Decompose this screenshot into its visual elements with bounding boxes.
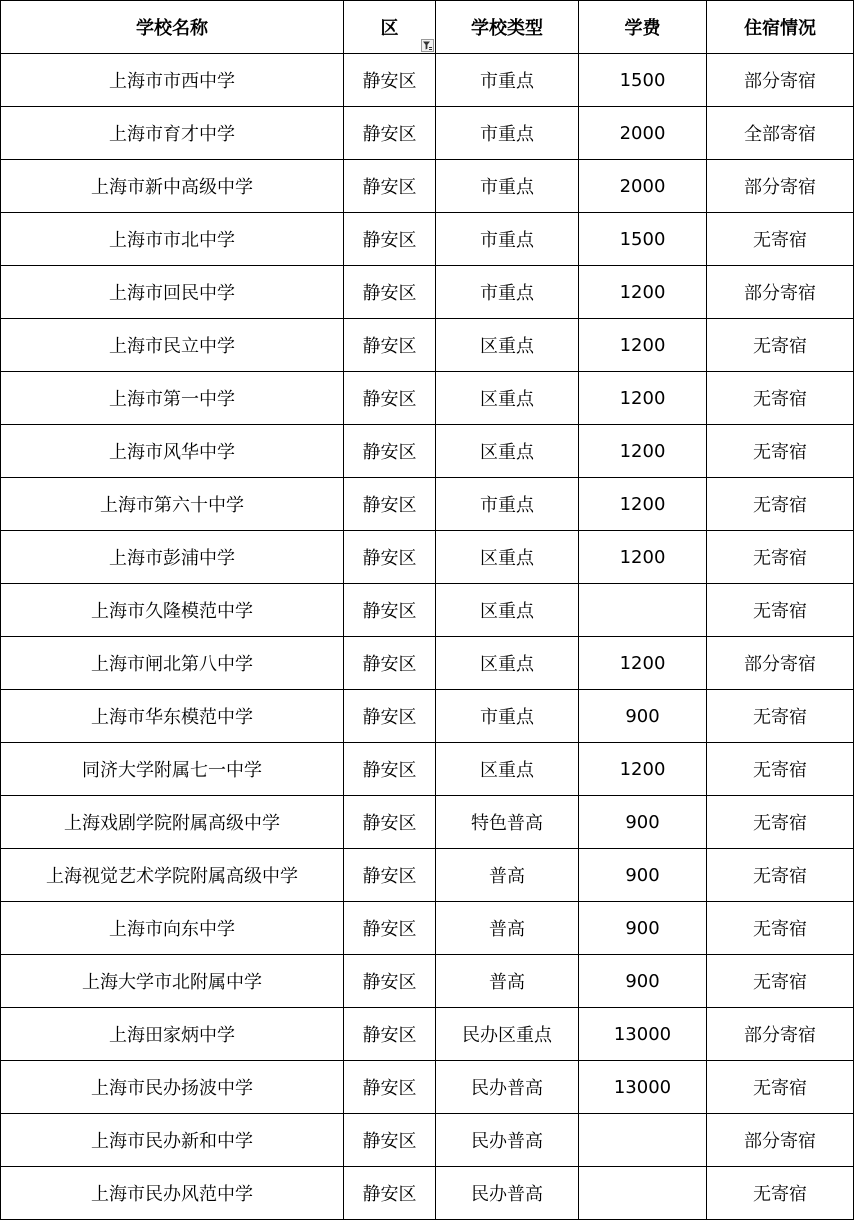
cell-tuition: 1200 <box>579 372 707 425</box>
cell-school-name: 上海市民办扬波中学 <box>1 1061 344 1114</box>
table-row <box>1 743 854 796</box>
header-school-type: 学校类型 <box>436 1 579 54</box>
cell-school-name: 上海市民办风范中学 <box>1 1167 344 1220</box>
table-row <box>1 425 854 478</box>
cell-tuition: 13000 <box>579 1061 707 1114</box>
cell-boarding: 无寄宿 <box>707 425 854 478</box>
table-row <box>1 796 854 849</box>
cell-tuition: 1200 <box>579 637 707 690</box>
cell-school-type: 民办普高 <box>436 1061 579 1114</box>
cell-school-type: 普高 <box>436 955 579 1008</box>
cell-tuition: 900 <box>579 955 707 1008</box>
table-header <box>1 1 854 54</box>
cell-district: 静安区 <box>344 584 436 637</box>
cell-tuition: 900 <box>579 690 707 743</box>
header-district-label: 区 <box>380 18 399 39</box>
table-row <box>1 584 854 637</box>
cell-school-type: 区重点 <box>436 425 579 478</box>
cell-tuition <box>579 584 707 637</box>
cell-boarding: 部分寄宿 <box>707 266 854 319</box>
cell-boarding: 部分寄宿 <box>707 160 854 213</box>
cell-boarding: 无寄宿 <box>707 849 854 902</box>
cell-district: 静安区 <box>344 372 436 425</box>
cell-tuition: 2000 <box>579 107 707 160</box>
cell-district: 静安区 <box>344 160 436 213</box>
cell-school-type: 区重点 <box>436 743 579 796</box>
cell-district: 静安区 <box>344 1114 436 1167</box>
cell-school-name: 上海市闸北第八中学 <box>1 637 344 690</box>
table-row <box>1 372 854 425</box>
cell-boarding: 无寄宿 <box>707 955 854 1008</box>
table-row <box>1 1114 854 1167</box>
cell-district: 静安区 <box>344 531 436 584</box>
cell-school-name: 上海市第六十中学 <box>1 478 344 531</box>
table-row <box>1 902 854 955</box>
header-row <box>1 1 854 54</box>
cell-boarding: 无寄宿 <box>707 372 854 425</box>
table-row <box>1 319 854 372</box>
cell-boarding: 无寄宿 <box>707 1167 854 1220</box>
cell-school-type: 市重点 <box>436 266 579 319</box>
cell-district: 静安区 <box>344 425 436 478</box>
cell-district: 静安区 <box>344 1167 436 1220</box>
cell-tuition: 1200 <box>579 319 707 372</box>
table-body <box>1 54 854 1220</box>
cell-boarding: 无寄宿 <box>707 319 854 372</box>
cell-school-name: 上海市新中高级中学 <box>1 160 344 213</box>
cell-school-type: 区重点 <box>436 637 579 690</box>
table-row <box>1 1167 854 1220</box>
cell-tuition: 1200 <box>579 425 707 478</box>
cell-school-type: 市重点 <box>436 160 579 213</box>
cell-district: 静安区 <box>344 637 436 690</box>
cell-school-name: 上海市第一中学 <box>1 372 344 425</box>
cell-school-type: 区重点 <box>436 584 579 637</box>
cell-school-type: 民办普高 <box>436 1114 579 1167</box>
cell-school-name: 上海市民立中学 <box>1 319 344 372</box>
cell-boarding: 无寄宿 <box>707 690 854 743</box>
cell-school-name: 上海戏剧学院附属高级中学 <box>1 796 344 849</box>
table-row <box>1 637 854 690</box>
cell-school-type: 区重点 <box>436 319 579 372</box>
cell-boarding: 无寄宿 <box>707 796 854 849</box>
cell-district: 静安区 <box>344 478 436 531</box>
cell-school-name: 上海市市北中学 <box>1 213 344 266</box>
cell-tuition: 1500 <box>579 213 707 266</box>
cell-boarding: 无寄宿 <box>707 478 854 531</box>
header-tuition: 学费 <box>579 1 707 54</box>
cell-boarding: 无寄宿 <box>707 213 854 266</box>
cell-boarding: 部分寄宿 <box>707 637 854 690</box>
cell-school-name: 上海市育才中学 <box>1 107 344 160</box>
filter-icon[interactable] <box>421 39 434 52</box>
cell-tuition: 900 <box>579 902 707 955</box>
cell-school-name: 上海市久隆模范中学 <box>1 584 344 637</box>
cell-district: 静安区 <box>344 213 436 266</box>
cell-district: 静安区 <box>344 743 436 796</box>
cell-boarding: 部分寄宿 <box>707 1008 854 1061</box>
cell-school-type: 市重点 <box>436 690 579 743</box>
table-row <box>1 1008 854 1061</box>
header-district <box>344 1 436 54</box>
cell-school-type: 市重点 <box>436 213 579 266</box>
cell-tuition: 1200 <box>579 743 707 796</box>
cell-boarding: 无寄宿 <box>707 743 854 796</box>
header-boarding: 住宿情况 <box>707 1 854 54</box>
cell-district: 静安区 <box>344 266 436 319</box>
cell-school-name: 同济大学附属七一中学 <box>1 743 344 796</box>
cell-school-type: 普高 <box>436 849 579 902</box>
cell-school-name: 上海市风华中学 <box>1 425 344 478</box>
table-row <box>1 849 854 902</box>
cell-district: 静安区 <box>344 849 436 902</box>
cell-tuition: 2000 <box>579 160 707 213</box>
cell-boarding: 无寄宿 <box>707 531 854 584</box>
cell-district: 静安区 <box>344 1008 436 1061</box>
cell-school-name: 上海市回民中学 <box>1 266 344 319</box>
cell-school-type: 区重点 <box>436 372 579 425</box>
cell-school-name: 上海市华东模范中学 <box>1 690 344 743</box>
cell-district: 静安区 <box>344 690 436 743</box>
cell-school-type: 普高 <box>436 902 579 955</box>
cell-school-type: 市重点 <box>436 107 579 160</box>
cell-school-name: 上海大学市北附属中学 <box>1 955 344 1008</box>
cell-boarding: 部分寄宿 <box>707 54 854 107</box>
cell-school-type: 市重点 <box>436 54 579 107</box>
cell-boarding: 无寄宿 <box>707 1061 854 1114</box>
cell-district: 静安区 <box>344 319 436 372</box>
table-row <box>1 213 854 266</box>
cell-tuition <box>579 1114 707 1167</box>
table-row <box>1 160 854 213</box>
cell-district: 静安区 <box>344 902 436 955</box>
cell-boarding: 部分寄宿 <box>707 1114 854 1167</box>
cell-tuition <box>579 1167 707 1220</box>
cell-school-name: 上海市民办新和中学 <box>1 1114 344 1167</box>
table-row <box>1 955 854 1008</box>
cell-tuition: 1200 <box>579 266 707 319</box>
cell-school-name: 上海视觉艺术学院附属高级中学 <box>1 849 344 902</box>
table-row <box>1 690 854 743</box>
cell-school-type: 民办普高 <box>436 1167 579 1220</box>
cell-tuition: 900 <box>579 796 707 849</box>
cell-district: 静安区 <box>344 1061 436 1114</box>
cell-tuition: 900 <box>579 849 707 902</box>
table-row <box>1 478 854 531</box>
cell-school-type: 市重点 <box>436 478 579 531</box>
table-row <box>1 107 854 160</box>
cell-school-name: 上海市彭浦中学 <box>1 531 344 584</box>
cell-boarding: 全部寄宿 <box>707 107 854 160</box>
header-school-name: 学校名称 <box>1 1 344 54</box>
cell-district: 静安区 <box>344 955 436 1008</box>
cell-boarding: 无寄宿 <box>707 584 854 637</box>
cell-school-name: 上海田家炳中学 <box>1 1008 344 1061</box>
cell-boarding: 无寄宿 <box>707 902 854 955</box>
table-row <box>1 266 854 319</box>
table-row <box>1 54 854 107</box>
cell-district: 静安区 <box>344 796 436 849</box>
cell-school-type: 区重点 <box>436 531 579 584</box>
cell-district: 静安区 <box>344 54 436 107</box>
cell-tuition: 13000 <box>579 1008 707 1061</box>
cell-tuition: 1200 <box>579 478 707 531</box>
cell-school-type: 民办区重点 <box>436 1008 579 1061</box>
cell-school-type: 特色普高 <box>436 796 579 849</box>
cell-school-name: 上海市向东中学 <box>1 902 344 955</box>
table-row <box>1 531 854 584</box>
cell-district: 静安区 <box>344 107 436 160</box>
table-row <box>1 1061 854 1114</box>
cell-tuition: 1500 <box>579 54 707 107</box>
cell-tuition: 1200 <box>579 531 707 584</box>
cell-school-name: 上海市市西中学 <box>1 54 344 107</box>
